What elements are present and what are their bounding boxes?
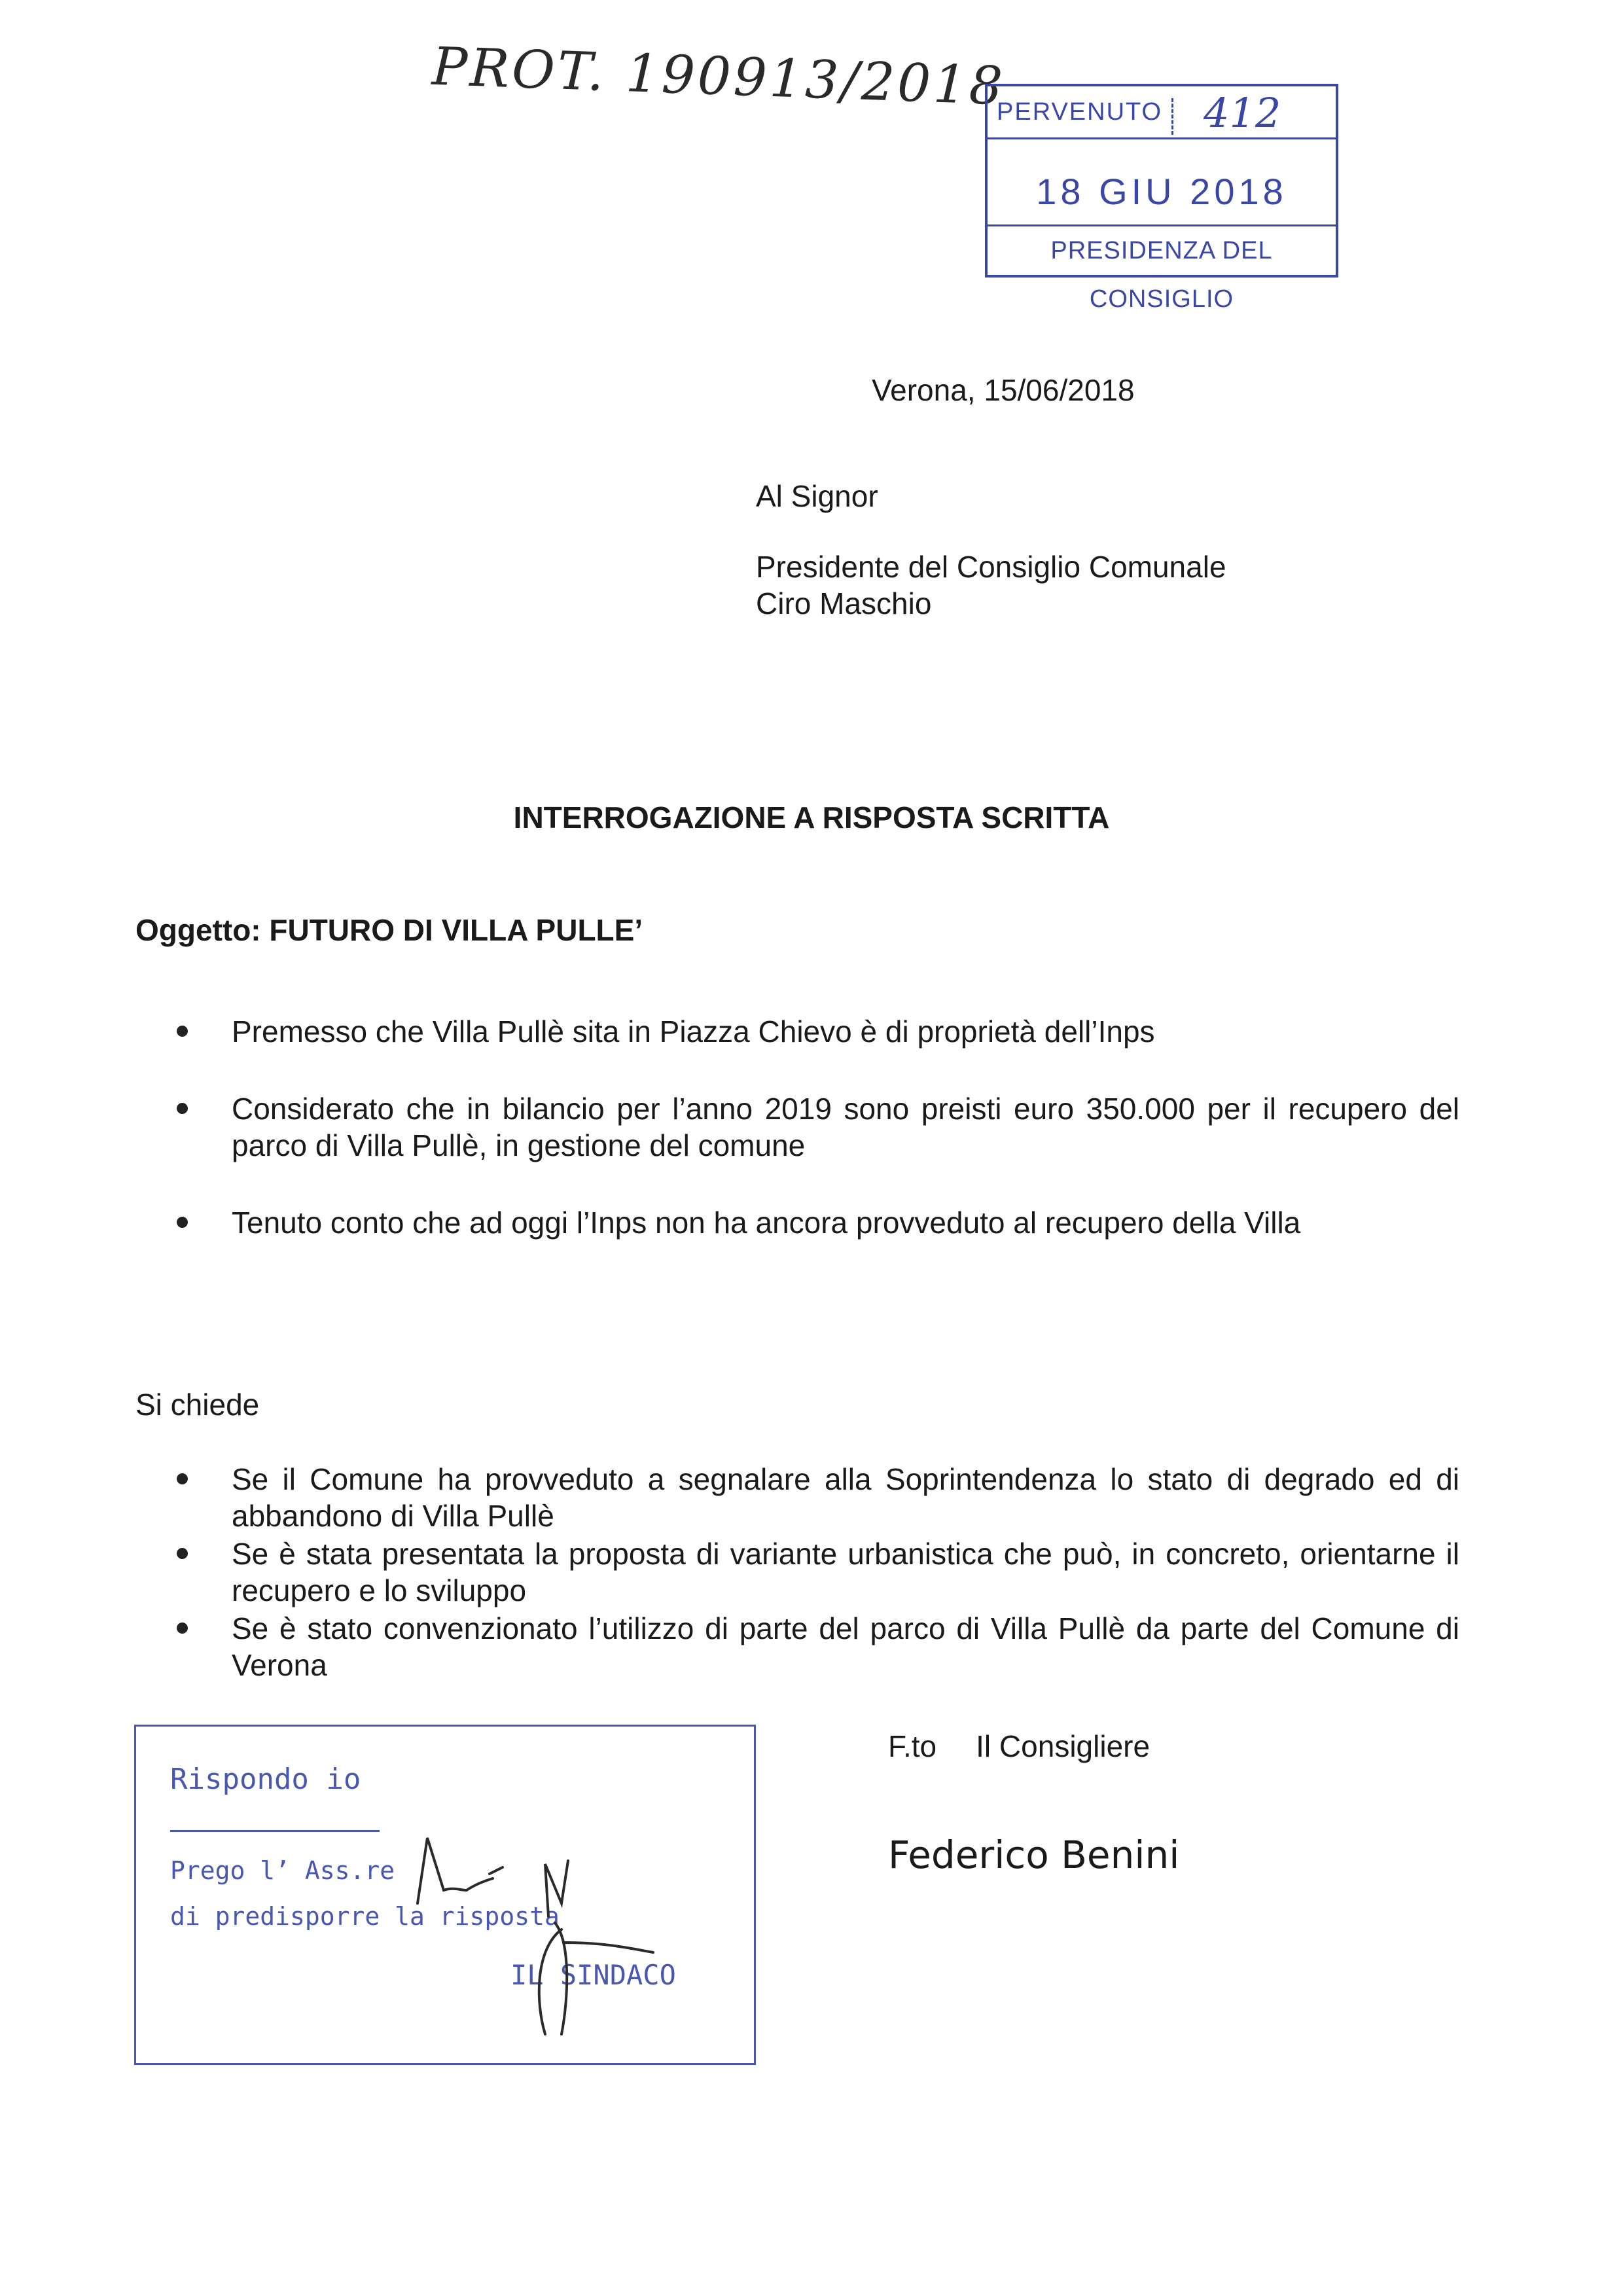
list-item-text: Se è stata presentata la proposta di variante urbanistica che può, in concreto, orientarne il recupero e lo sviluppo [232, 1537, 1459, 1607]
bullet-icon [177, 1473, 188, 1484]
bullet-icon [177, 1623, 188, 1634]
handwritten-signature-icon [136, 1727, 758, 2067]
protocol-number: PROT. 190913/2018 [431, 35, 1007, 117]
signature-prefix [888, 1728, 1150, 1765]
mayor-stamp-line1: Rispondo io [170, 1763, 361, 1796]
signature-fto: F.to [888, 1729, 937, 1763]
received-date: 18 GIU 2018 [1036, 171, 1287, 212]
mayor-response-stamp [134, 1725, 756, 2065]
mayor-stamp-line4: IL SINDACO [510, 1959, 676, 1991]
request-intro: Si chiede [135, 1388, 260, 1422]
list-item-text: Considerato che in bilancio per l’anno 2019 sono preisti euro 350.000 per il recupero del parco di Villa Pullè, in gestione del comune [232, 1092, 1459, 1162]
list-item-text: Se il Comune ha provveduto a segnalare alla Soprintendenza lo stato di degrado ed di abbandono di Villa Pullè [232, 1462, 1459, 1533]
signer-name: Federico Benini [888, 1833, 1180, 1877]
signature-role: Il Consigliere [976, 1729, 1150, 1763]
document-heading: INTERROGAZIONE A RISPOSTA SCRITTA [513, 800, 1110, 834]
mayor-stamp-line2: Prego l’ Ass.re [170, 1856, 395, 1885]
document-subject: Oggetto: FUTURO DI VILLA PULLE’ [135, 913, 643, 947]
bullet-icon [177, 1548, 188, 1559]
place-date: Verona, 15/06/2018 [872, 373, 1135, 407]
received-stamp-header [988, 86, 1336, 139]
addressee-role: Presidente del Consiglio Comunale [756, 550, 1226, 584]
mayor-stamp-line3: di predisporre la risposta [170, 1902, 560, 1931]
received-number: 412 [1204, 89, 1281, 137]
received-label: PERVENUTO [997, 98, 1173, 135]
bullet-icon [177, 1103, 188, 1114]
bullet-icon [177, 1026, 188, 1037]
list-item-text: Se è stato convenzionato l’utilizzo di parte del parco di Villa Pullè da parte del Comune di Verona [232, 1611, 1459, 1682]
list-item-text: Premesso che Villa Pullè sita in Piazza Chievo è di proprietà dell’Inps [232, 1014, 1155, 1049]
bullet-icon [177, 1217, 188, 1228]
addressee-name: Ciro Maschio [756, 586, 932, 620]
received-office: PRESIDENZA DEL CONSIGLIO [988, 224, 1336, 275]
addressee-salutation: Al Signor [756, 479, 878, 513]
received-stamp [985, 84, 1338, 313]
list-item-text: Tenuto conto che ad oggi l’Inps non ha ancora provveduto al recupero della Villa [232, 1206, 1301, 1240]
